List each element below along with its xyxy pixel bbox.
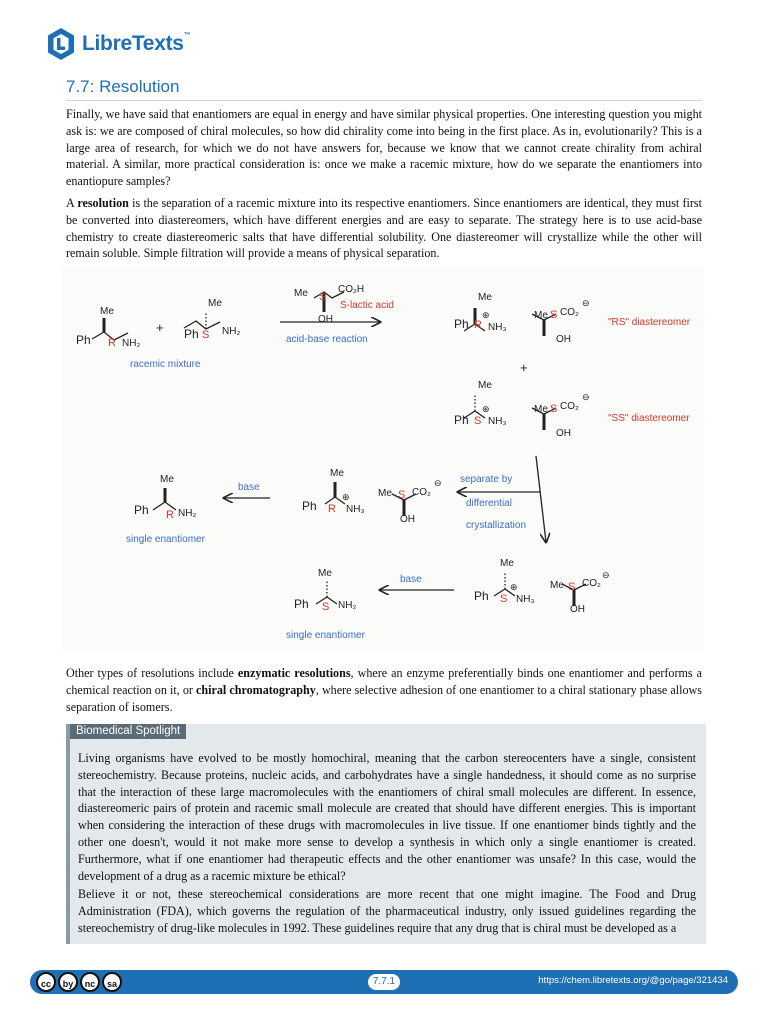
ph-label-12: Ph [474,589,489,603]
minus-charge-5: ⊖ [582,298,590,308]
me-label-3: Me [294,288,308,299]
base-label-2: base [400,574,422,585]
nh2-label-8: NH₂ [178,508,197,519]
plus-charge-9: ⊕ [342,492,350,502]
libretexts-logo[interactable] [46,26,190,62]
paragraph-intro: Finally, we have said that enantiomers are equal in energy and have similar physical properties. One interesting question you might ask is: we are composed of chiral molecules, so how did chirality come into being in the first place. As in, evolutionarily? This is a large area of research, for which we do not have answers for, because we know that we cannot create chirality from achiral material. A similar, more practical consideration is: once we make a racemic mixture, how do we separate the enantiomers into enantiopure samples? [66,107,702,189]
s-label-5: S [550,309,558,321]
biomedical-spotlight-box [66,724,706,944]
paragraph-resolution-text-a: A [66,196,78,210]
s-label-7: S [550,403,558,415]
ph-label-2: Ph [184,327,199,341]
term-resolution: resolution [77,196,129,210]
page-url-link[interactable]: https://chem.libretexts.org/@go/page/321434 [538,975,728,986]
co2-label-5: CO₂ [560,307,579,318]
co2h-label: CO₂H [338,284,365,295]
minus-charge-10: ⊖ [434,478,442,488]
title-divider [66,100,702,101]
me-label-5: Me [534,310,548,321]
co2-label-7: CO₂ [560,401,579,412]
base-label-1: base [238,482,260,493]
minus-charge-7: ⊖ [582,392,590,402]
r-label-8: R [166,509,174,521]
me-label-11: Me [318,568,332,579]
acid-base-reaction-label: acid-base reaction [286,334,368,345]
s-label-13: S [568,581,576,593]
me-label-2: Me [208,298,222,309]
s-lactic-acid-label: S-lactic acid [340,300,394,311]
paragraph-resolution-text-b: is the separation of a racemic mixture into its respective enantiomers. Since enantiomers are identical, they must first be converted into diastereomers, which have different energies and are easy to separate. The strategy here is to use acid-base chemistry to create diastereomeric salts that have differential solubility. One diastereomer will crystallize while the other will remain soluble. Simple filtration will provide a means of physical separation. [66,196,702,261]
s-label-10: S [398,489,406,501]
me-label-7: Me [534,404,548,415]
separate-by-label-2: differential [466,498,512,509]
nh2-label-2: NH₂ [222,326,241,337]
logo-trademark: ™ [183,32,191,39]
single-enantiomer-label-1: single enantiomer [126,534,205,545]
co2-label-10: CO₂ [412,487,431,498]
ph-label-4: Ph [454,317,469,331]
oh-label-7: OH [556,428,571,439]
separate-by-label-1: separate by [460,474,513,485]
plus-sign-1: + [156,320,164,335]
me-label-13: Me [550,580,564,591]
paragraph-resolution [66,195,702,262]
resolution-scheme-figure [62,266,704,652]
s-label-12: S [500,593,508,605]
s-label-2: S [202,329,210,341]
nh3-label-6: NH₃ [488,416,507,427]
biomedical-spotlight-tag: Biomedical Spotlight [70,724,186,739]
minus-charge-13: ⊖ [602,570,610,580]
creative-commons-license[interactable] [36,972,122,992]
cc-nc-icon: nc [80,972,100,992]
ss-diastereomer-label: "SS" diastereomer [608,413,690,424]
ph-label-8: Ph [134,503,149,517]
s-label-11: S [322,601,330,613]
me-label-4: Me [478,292,492,303]
paragraph-other-text-b: , where an enzyme preferentially binds one enantiomer and performs a chemical reaction on it, or [66,666,702,697]
libretexts-logo-icon [46,27,76,61]
term-enzymatic-resolutions: enzymatic resolutions [237,666,351,680]
page-title: 7.7: Resolution [66,77,180,96]
ph-label-6: Ph [454,413,469,427]
term-chiral-chromatography: chiral chromatography [196,682,316,697]
co2-label-13: CO₂ [582,578,601,589]
paragraph-other-text-c: , where selective adhesion of one enantiomer to a chiral stationary phase allows separation of isomers. [66,682,702,714]
plus-charge-6: ⊕ [482,404,490,414]
ph-label-1: Ph [76,333,91,347]
ph-label-11: Ph [294,597,309,611]
spotlight-paragraph-1: Living organisms have evolved to be mostly homochiral, meaning that the carbon stereocenters have a single, consistent stereochemistry. Because proteins, nucleic acids, and carbohydrates have a single handedness, it should come as no surprise that the interaction of these large macromolecules with the enantiomers of chiral small molecules are different. In essence, diastereomeric pairs of protein and racemic small molecule are created that should have different energies. This is important when considering the interaction of these drugs with macromolecules in live tissue. If one enantiomer binds tightly and the other one doesn't, would it not make more sense to develop a synthesis in which only a single enantiomer is created. Furthermore, what if one enantiomer had therapeutic effects and the other enantiomer was unsafe? In this case, would the development of a drug as a racemic mixture be ethical? [78,751,696,883]
cc-sa-icon: sa [102,972,122,992]
me-label-1: Me [100,306,114,317]
page-number: 7.7.1 [368,974,400,990]
me-label-6: Me [478,380,492,391]
spotlight-paragraph-2: Believe it or not, these stereochemical considerations are more recent that one might imagine. The Food and Drug Administration (FDA), which governs the regulation of the pharmaceutical industry, only issued guidelines regarding the stereochemistry of drug-like molecules in 1992. These guidelines require that any drug that is chiral must be developed as a [78,887,696,935]
r-label-1: R [108,337,116,349]
racemic-mixture-label: racemic mixture [130,359,201,370]
separate-by-label-3: crystallization [466,520,527,531]
nh3-label-9: NH₃ [346,504,365,515]
plus-charge-12: ⊕ [510,582,518,592]
plus-sign-2: + [520,360,528,375]
s-label-6: S [474,415,482,427]
me-label-9: Me [330,468,344,479]
cc-icon: cc [36,972,56,992]
me-label-10: Me [378,488,392,499]
oh-label-5: OH [556,334,571,345]
page-footer [30,970,738,994]
r-label-9: R [328,503,336,515]
resolution-scheme-drawing [62,266,704,652]
oh-label-3: OH [318,314,333,325]
plus-charge-4: ⊕ [482,310,490,320]
oh-label-13: OH [570,604,585,615]
me-label-8: Me [160,474,174,485]
nh3-label-12: NH₃ [516,594,535,605]
oh-label-10: OH [400,514,415,525]
me-label-12: Me [500,558,514,569]
single-enantiomer-label-2: single enantiomer [286,630,365,641]
nh2-label-1: NH₂ [122,338,141,349]
logo-text [82,32,190,56]
nh3-label-4: NH₃ [488,322,507,333]
paragraph-other-text-a: Other types of resolutions include [66,666,238,680]
logo-wordmark: LibreTexts [82,32,184,55]
s-label-3: S [319,291,327,303]
nh2-label-11: NH₂ [338,600,357,611]
rs-diastereomer-label: "RS" diastereomer [608,317,691,328]
paragraph-other-resolutions [66,665,702,715]
cc-by-icon: by [58,972,78,992]
ph-label-9: Ph [302,499,317,513]
r-label-4: R [474,319,482,331]
